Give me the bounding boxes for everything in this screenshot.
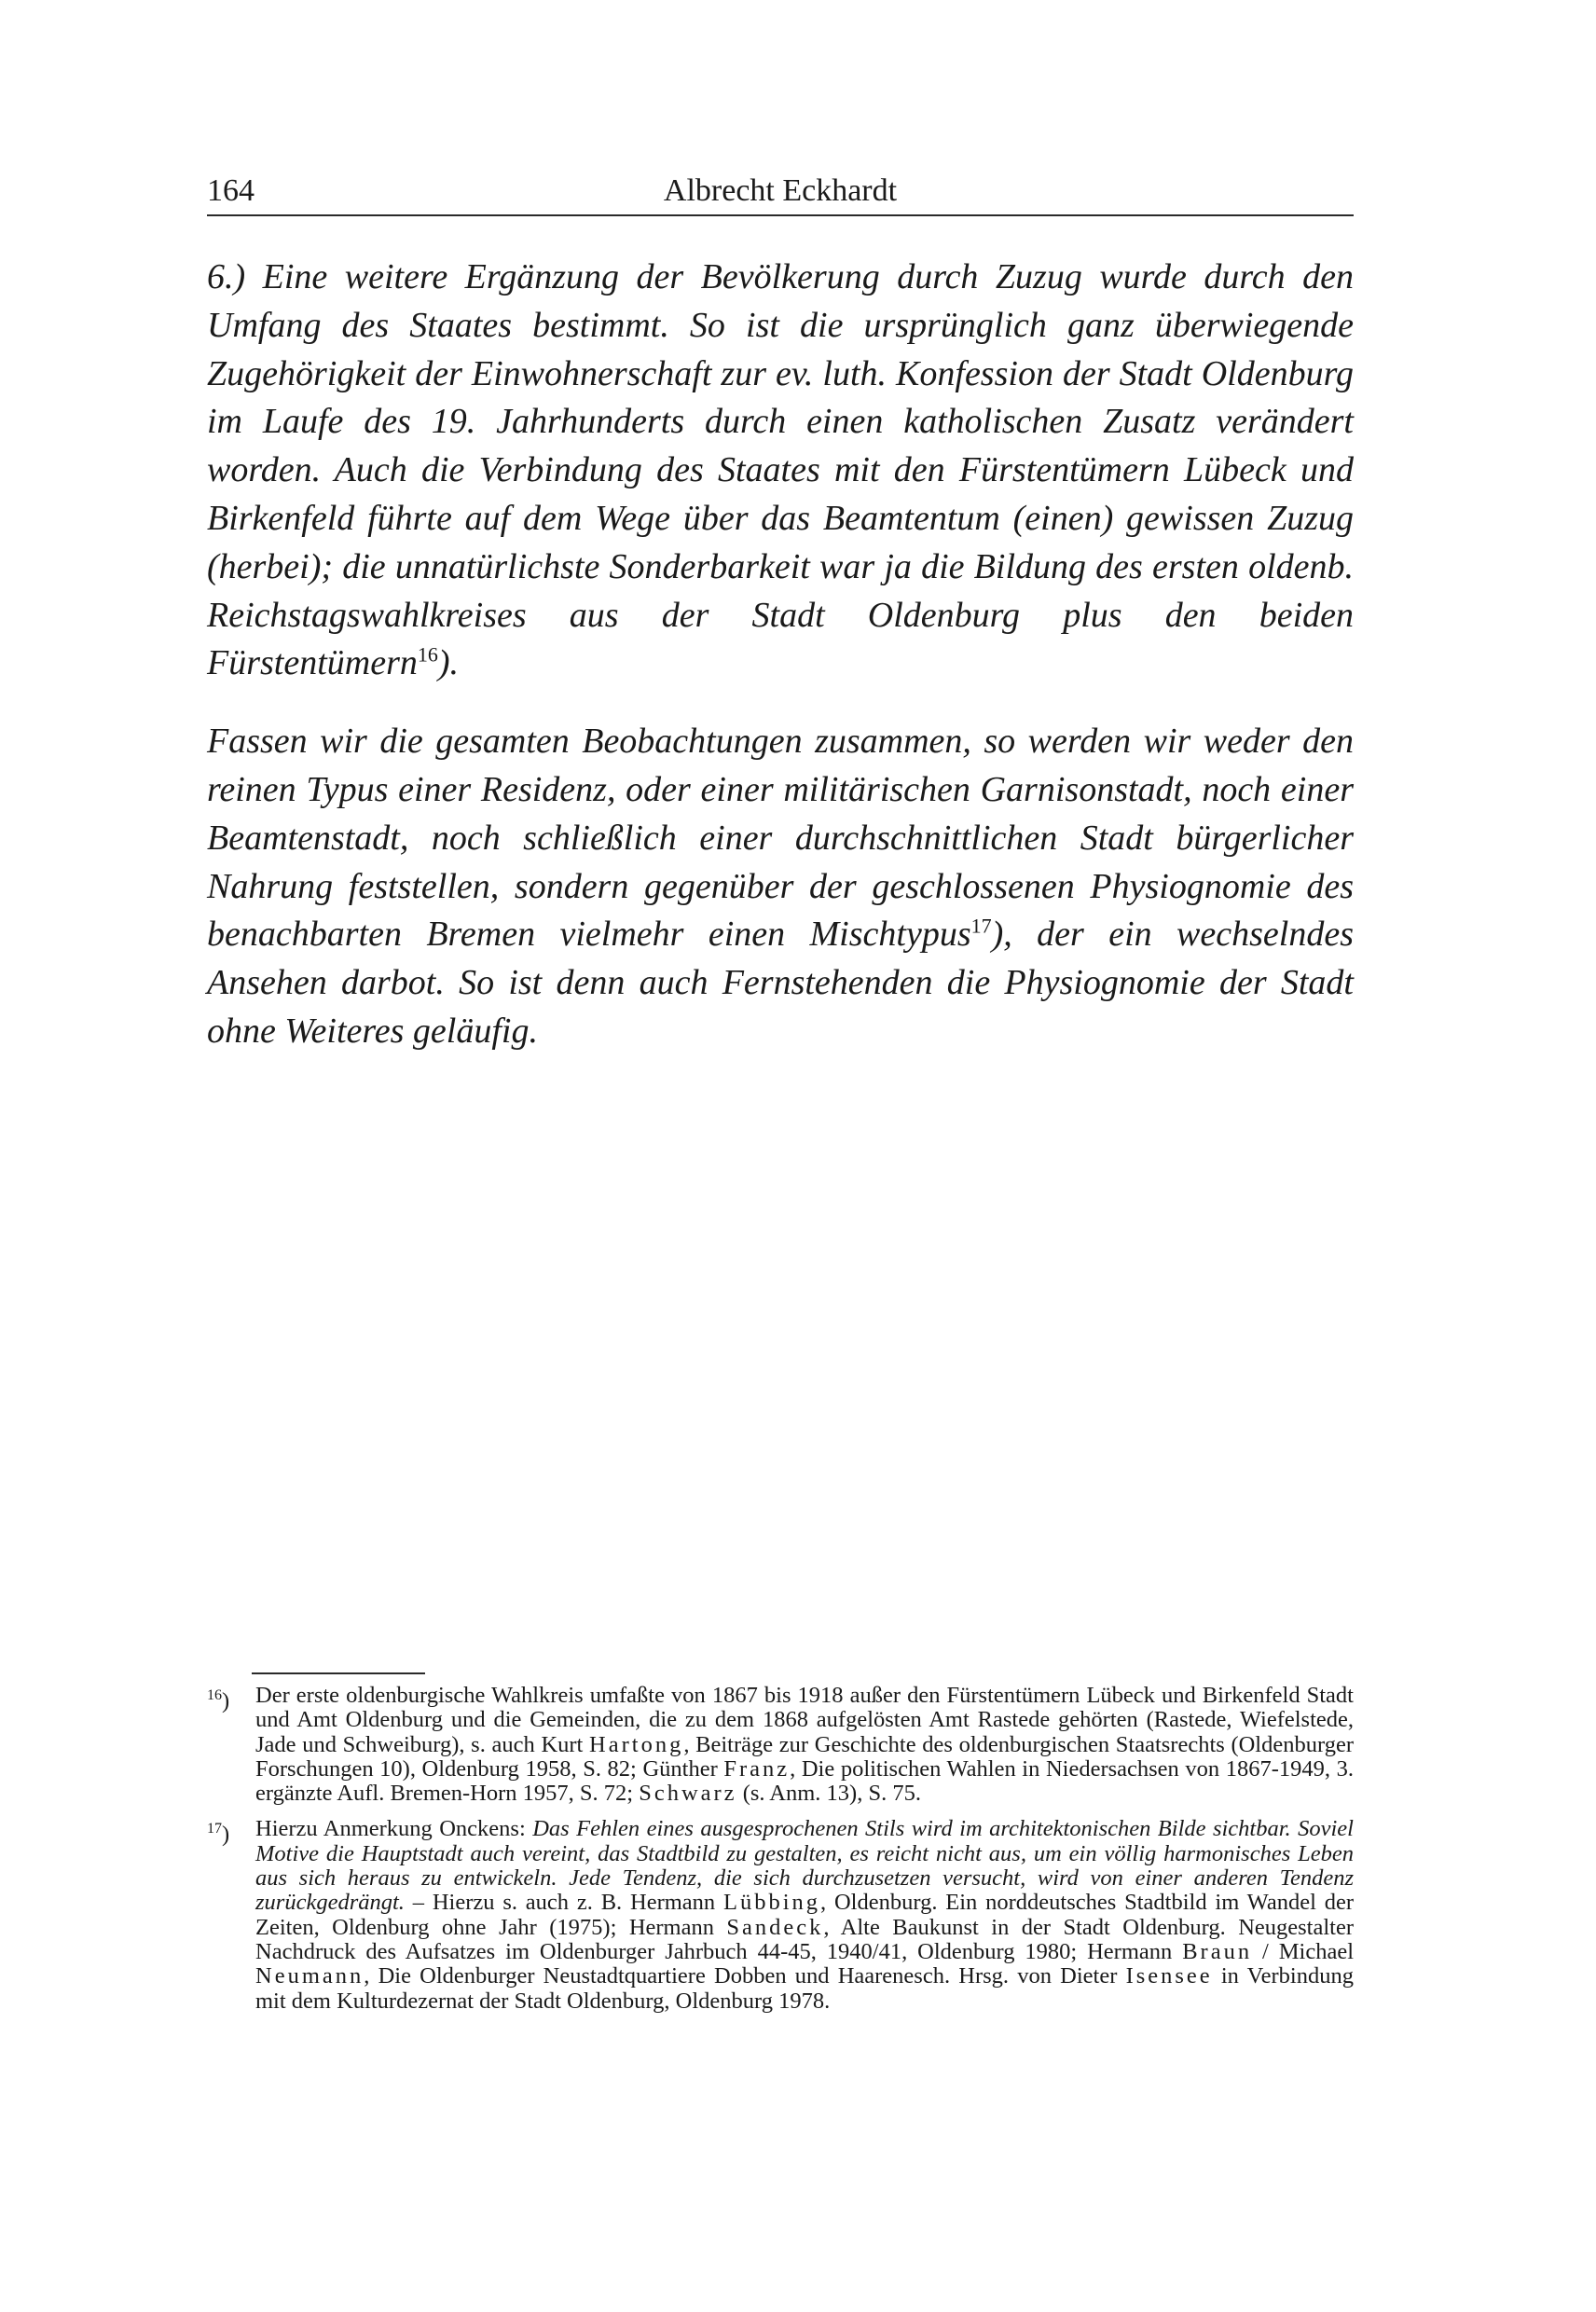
footnote-reference[interactable]: 17 [970,914,992,938]
footnote-divider [252,1672,425,1674]
paragraph: Fassen wir die gesamten Beobachtungen zusammen, so werden wir weder den reinen Typus einer Residenz, oder einer militärischen Garnisonstadt, noch einer Beamtenstadt, noch schließlich einer durchschnittlichen Stadt bürgerlicher Nahrung feststellen, sondern gegenüber der geschlossenen Physiognomie des benachbarten Bremen vielmehr einen Mischtypus$^{17}$), der ein wechselndes Ansehen darbot. So ist denn auch Fernstehenden die Physiognomie der Stadt ohne Weiteres geläufig. [207,722,1354,1051]
page-header [207,166,1354,216]
main-text [207,254,1354,1056]
quotation: Das Fehlen eines ausgesprochenen Stils wird im architektonischen Bilde sichtbar. Soviel Motive die Hauptstadt auch vereint, das Stadtbild zu gestalten, es reicht nicht aus, um ein völlig harmonisches Leben aus sich heraus zu entwickeln. Jede Tendenz, die sich durchzusetzen versucht, wird von einer anderen Tendenz zurückgedrängt. [255,1816,1354,1916]
page-number: 164 [207,173,255,208]
footnote-marker: $^{17}$) [207,1821,230,1848]
paragraph: 6.) Eine weitere Ergänzung der Bevölkerung durch Zuzug wurde durch den Umfang des Staates bestimmt. So ist die ursprünglich ganz überwiegende Zugehörigkeit der Einwohnerschaft zur ev. luth. Konfession der Stadt Oldenburg im Laufe des 19. Jahrhunderts durch einen katholischen Zusatz verändert worden. Auch die Verbindung des Staates mit den Fürstentümern Lübeck und Birkenfeld führte auf dem Wege über das Beamtentum (einen) gewissen Zuzug (herbei); die unnatürlichste Sonderbarkeit war ja die Bildung des ersten oldenb. Reichstagswahlkreises aus der Stadt Oldenburg plus den beiden Fürstentümern$^{16}$). [207,257,1354,683]
footnote-reference[interactable]: 16 [417,642,438,667]
running-head: Albrecht Eckhardt [663,173,898,208]
footnotes [207,1684,1354,2014]
footnote-16: $^{16}$) Der erste oldenburgische Wahlkreis umfaßte von 1867 bis 1918 außer den Fürstentümern Lübeck und Birkenfeld Stadt und Amt Oldenburg und die Gemeinden, die zu dem 1868 aufgelösten Amt Rastede gehörten (Rastede, Wiefelstede, Jade und Schweiburg), s. auch Kurt Hartong, Beiträge zur Geschichte des oldenburgischen Staatsrechts (Oldenburger Forschungen 10), Oldenburg 1958, S. 82; Günther Franz, Die politischen Wahlen in Niedersachsen von 1867-1949, 3. ergänzte Aufl. Bremen-Horn 1957, S. 72; Schwarz (s. Anm. 13), S. 75. [207,1683,1354,1807]
footnote-17: $^{17}$) Hierzu Anmerkung Onckens: Das Fehlen eines ausgesprochenen Stils wird im architektonischen Bilde sichtbar. Soviel Motive die Hauptstadt auch vereint, das Stadtbild zu gestalten, es reicht nicht aus, um ein völlig harmonisches Leben aus sich heraus zu entwickeln. Jede Tendenz, die sich durchzusetzen versucht, wird von einer anderen Tendenz zurückgedrängt. – Hierzu s. auch z. B. Hermann Lübbing, Oldenburg. Ein norddeutsches Stadtbild im Wandel der Zeiten, Oldenburg ohne Jahr (1975); Hermann Sandeck, Alte Baukunst in der Stadt Oldenburg. Neugestalter Nachdruck des Aufsatzes im Oldenburger Jahrbuch 44-45, 1940/41, Oldenburg 1980; Hermann Braun / Michael Neumann, Die Oldenburger Neustadtquartiere Dobben und Haarenesch. Hrsg. von Dieter Isensee in Verbindung mit dem Kulturdezernat der Stadt Oldenburg, Oldenburg 1978. [207,1816,1354,2014]
footnote-marker: $^{16}$) [207,1687,230,1714]
